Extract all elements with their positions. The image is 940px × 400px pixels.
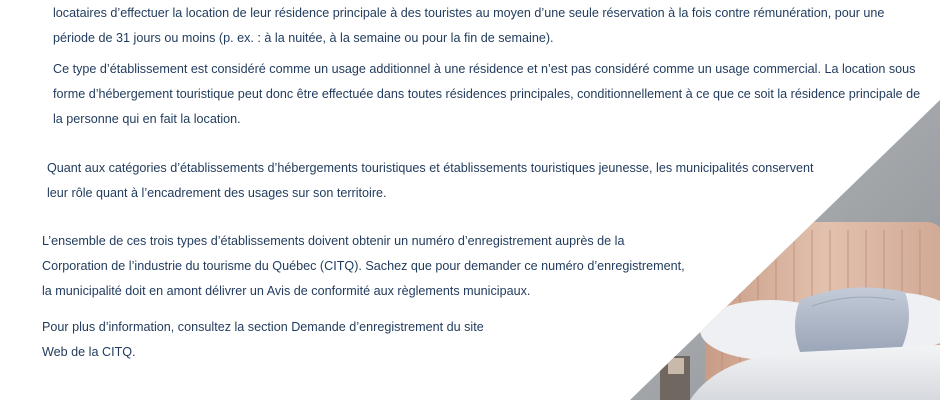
paragraph-numero-enregistrement: L’ensemble de ces trois types d’établissements doivent obtenir un numéro d’enregistrement auprès de la Corporation de l’industrie du tourisme du Québec (CITQ). Sachez que pour demander ce numéro d’enregistrement, la municipalité doit en amont délivrer un Avis de conformité aux règlements municipaux.	[42, 234, 685, 298]
lamp-base	[668, 358, 684, 374]
paragraph-plus-information: Pour plus d’information, consultez la section Demande d’enregistrement du site Web de la CITQ.	[42, 320, 484, 359]
paragraph-usage-additionnel: Ce type d’établissement est considéré comme un usage additionnel à une résidence et n’est pas considéré comme un usage commercial. La location sous forme d’hébergement touristique peut donc être effectuée dans toutes résidences principales, conditionnellement à ce que ce soit la résidence principale de la personne qui en fait la location.	[53, 62, 921, 126]
paragraph-location-residence-principale: locataires d’effectuer la location de leur résidence principale à des touristes au moyen d’une seule réservation à la fois contre rémunération, pour une période de 31 jours ou moins (p. ex. : à la nuitée, à la semaine ou pour la fin de semaine).	[53, 6, 885, 45]
paragraph-categories-etablissements: Quant aux catégories d’établissements d’hébergements touristiques et établissements touristiques jeunesse, les municipalités conservent leur rôle quant à l’encadrement des usages sur son territoire.	[47, 161, 814, 200]
